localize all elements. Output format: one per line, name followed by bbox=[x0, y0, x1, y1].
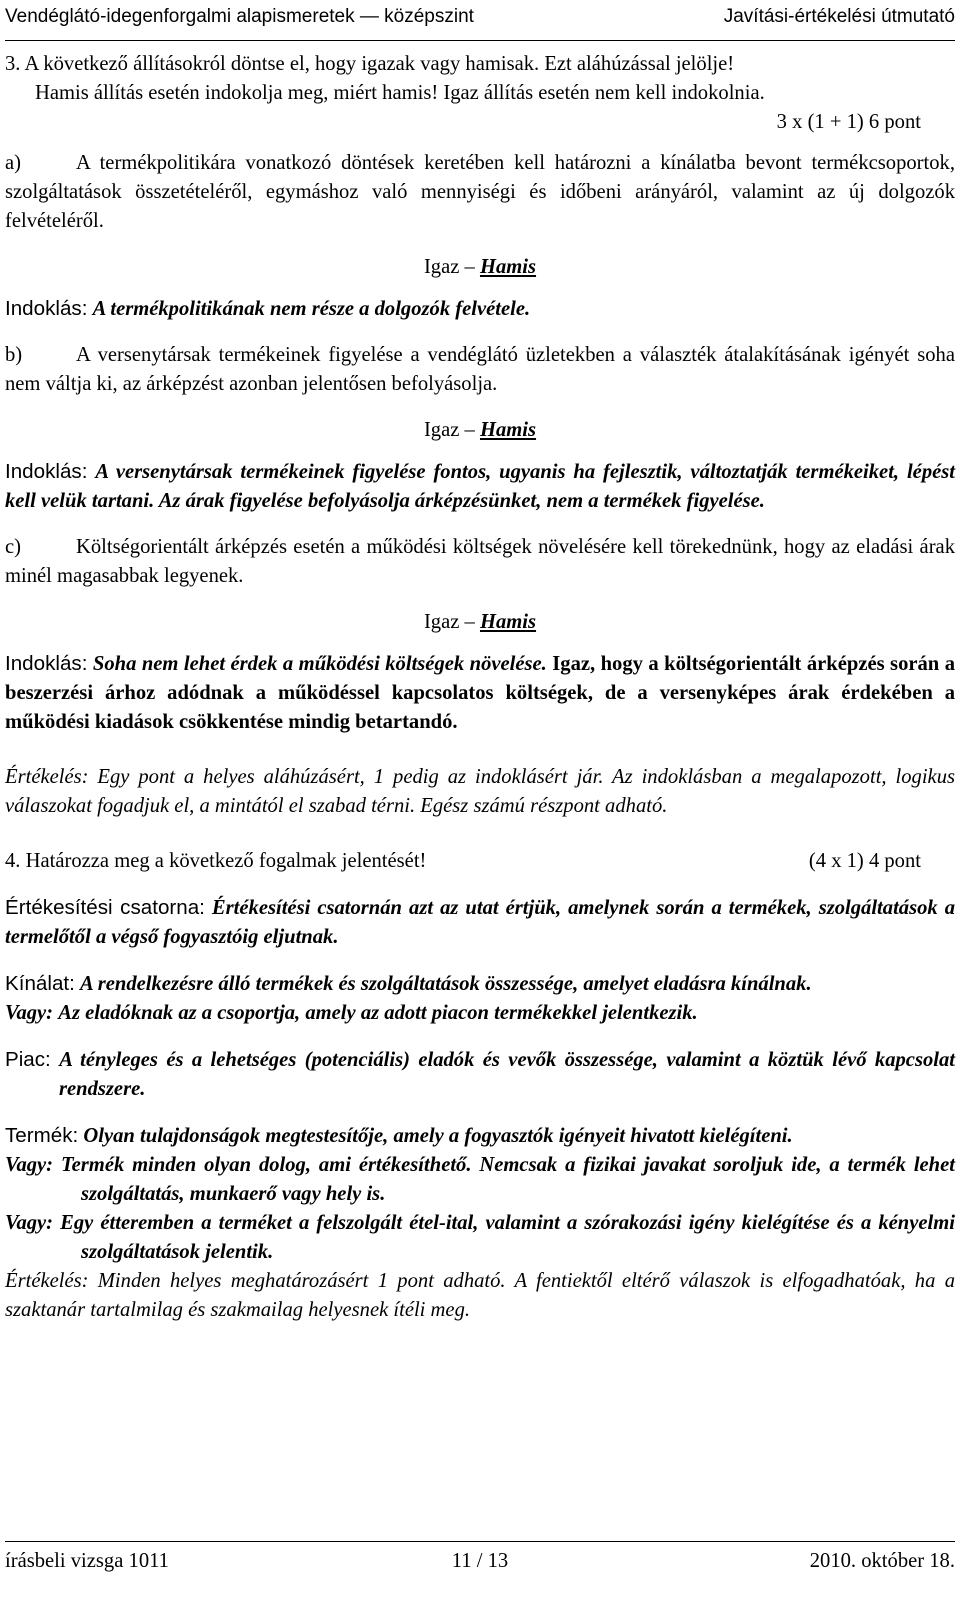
header-right: Javítási-értékelési útmutató bbox=[723, 6, 955, 27]
q3a-hamis: Hamis bbox=[479, 256, 537, 278]
q3b-answer: Igaz – Hamis bbox=[423, 419, 537, 441]
term-termek-alt1: Vagy: Termék minden olyan dolog, ami értékesíthető. Nemcsak a fizikai javakat soroljuk ide, a termék lehet szolgáltatás, munkaerő vagy hely is. bbox=[5, 1154, 955, 1205]
q3c-igaz: Igaz bbox=[423, 611, 460, 633]
term-ertekesitesi-label: Értékesítési csatorna: bbox=[5, 896, 205, 919]
q3b-hamis: Hamis bbox=[479, 419, 537, 441]
q4-heading bbox=[5, 847, 955, 876]
q3b-igaz: Igaz bbox=[423, 419, 460, 441]
q3b-letter: b) bbox=[5, 344, 23, 366]
term-termek: Termék: Olyan tulajdonságok megtestesítője, amely a fogyasztók igényeit hivatott kielégíteni. bbox=[5, 1124, 793, 1147]
q3a-letter: a) bbox=[5, 152, 21, 174]
q3b-justification: Indoklás: A versenytársak termékeinek figyelése fontos, ugyanis ha fejlesztik, változtatják termékeiket, lépést kell velük tartani. Az árak figyelése befolyásolja árképzésünket, nem a termékek figyelése. bbox=[5, 460, 955, 512]
page-header bbox=[5, 0, 955, 34]
header-rule bbox=[5, 40, 955, 41]
q4-instruction: 4. Határozza meg a következő fogalmak jelentését! bbox=[5, 850, 427, 872]
q4-points: (4 x 1) 4 pont bbox=[808, 850, 921, 872]
q4-evaluation: Értékelés: Minden helyes meghatározásért 1 pont adható. A fentiektől eltérő válaszok is elfogadhatóak, ha a szaktanár tartalmilag és szakmailag helyesnek ítéli meg. bbox=[5, 1270, 955, 1321]
q3c-statement: c) Költségorientált árképzés esetén a működési költségek növelésére kell törekednünk, hogy az eladási árak minél magasabbak legyenek. bbox=[5, 533, 955, 591]
q3-instruction-line1: 3. A következő állításokról döntse el, hogy igazak vagy hamisak. Ezt aláhúzással jelölje! bbox=[5, 53, 735, 75]
q3-instruction-line2: Hamis állítás esetén indokolja meg, miért hamis! Igaz állítás esetén nem kell indokolnia. bbox=[35, 82, 765, 104]
term-kinalat-alt: Vagy: Az eladóknak az a csoportja, amely az adott piacon termékekkel jelentkezik. bbox=[5, 1002, 698, 1024]
term-termek-alt2: Vagy: Egy étteremben a terméket a felszolgált étel-ital, valamint a szórakozási igény kielégítése és a kényelmi szolgáltatások jelentik. bbox=[5, 1212, 955, 1263]
q3a-answer: Igaz – Hamis bbox=[423, 256, 537, 278]
term-piac: Piac: A tényleges és a lehetséges (potenciális) eladók és vevők összessége, valamint a köztük lévő kapcsolat rendszere. bbox=[5, 1048, 955, 1100]
q3-evaluation: Értékelés: Egy pont a helyes aláhúzásért, 1 pedig az indoklásért jár. Az indoklásban a megalapozott, logikus válaszokat fogadjuk el, a mintától el szabad térni. Egész számú részpont adható. bbox=[5, 766, 955, 817]
q3c-justification: Indoklás: Soha nem lehet érdek a működési költségek növelése. Igaz, hogy a költségorientált árképzés során a beszerzési árhoz adódnak a működéssel kapcsolatos költségek, de a versenyképes árak érdekében a működési kiadások csökkentése mindig betartandó. bbox=[5, 652, 956, 733]
q3-points: 3 x (1 + 1) 6 pont bbox=[776, 111, 921, 133]
page-footer bbox=[5, 1546, 955, 1576]
page-body bbox=[5, 50, 955, 1325]
q3a-statement: a) A termékpolitikára vonatkozó döntések keretében kell határozni a kínálatba bevont termékcsoportok, szolgáltatások összetételéről, egymáshoz való mennyiségi és időbeni arányáról, valamint az új dolgozók felvételéről. bbox=[5, 149, 955, 236]
footer-date: 2010. október 18. bbox=[809, 1549, 956, 1572]
term-ertekesitesi: Értékesítési csatorna: Értékesítési csatornán azt az utat értjük, amelynek során a termékek, szolgáltatások a termelőtől a végső fogyasztóig eljutnak. bbox=[5, 896, 956, 948]
q3a-justification: Indoklás: A termékpolitikának nem része a dolgozók felvétele. bbox=[5, 297, 531, 320]
footer-rule bbox=[5, 1541, 955, 1542]
term-kinalat: Kínálat: A rendelkezésre álló termékek és szolgáltatások összessége, amelyet eladásra kínálnak. bbox=[5, 972, 812, 995]
footer-exam: írásbeli vizsga 1011 bbox=[5, 1549, 169, 1572]
q3c-hamis: Hamis bbox=[479, 611, 537, 633]
term-piac-label: Piac: bbox=[5, 1048, 51, 1071]
q3a-igaz: Igaz bbox=[423, 256, 460, 278]
term-termek-label: Termék: bbox=[5, 1124, 79, 1147]
q3b-statement: b) A versenytársak termékeinek figyelése a vendéglátó üzletekben a választék átalakításának igényét soha nem váltja ki, az árképzést azonban jelentősen befolyásolja. bbox=[5, 341, 955, 399]
footer-page-number: 11 / 13 bbox=[451, 1549, 509, 1572]
header-left: Vendéglátó-idegenforgalmi alapismeretek — középszint bbox=[5, 6, 474, 27]
term-kinalat-label: Kínálat: bbox=[5, 972, 75, 995]
q3c-answer: Igaz – Hamis bbox=[423, 611, 537, 633]
q3c-letter: c) bbox=[5, 536, 21, 558]
